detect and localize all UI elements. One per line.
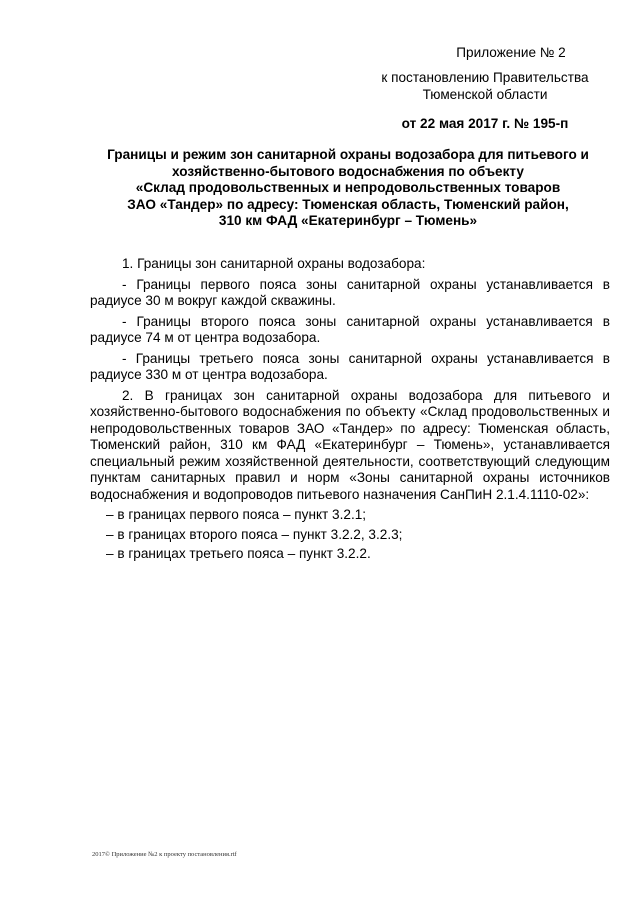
title-line-3: «Склад продовольственных и непродовольственных товаров <box>135 180 561 195</box>
appendix-date: от 22 мая 2017 г. № 195-п <box>401 116 569 131</box>
zone-3-paragraph: - Границы третьего пояса зоны санитарной охраны устанавливается в радиусе 330 м от центра водозабора. <box>90 350 610 382</box>
page-footer: 2017© Приложение №2 к проекту постановления.rtf <box>92 851 237 858</box>
appendix-reference-line-2: Тюменской области <box>422 87 548 102</box>
section-1-heading: 1. Границы зон санитарной охраны водозабора: <box>122 256 426 271</box>
document-title <box>88 147 608 230</box>
list-item-first-zone: – в границах первого пояса – пункт 3.2.1; <box>106 507 367 522</box>
title-line-5: 310 км ФАД «Екатеринбург – Тюмень» <box>218 213 478 228</box>
list-item-second-zone: – в границах второго пояса – пункт 3.2.2, 3.2.3; <box>106 526 403 542</box>
appendix-number: Приложение № 2 <box>456 45 566 60</box>
document-body <box>90 256 610 566</box>
appendix-reference-line-1: к постановлению Правительства <box>381 70 589 85</box>
title-line-2: хозяйственно-бытового водоснабжения по объекту <box>172 163 524 179</box>
section-2-paragraph: 2. В границах зон санитарной охраны водозабора для питьевого и хозяйственно-бытового водоснабжения по объекту «Склад продовольственных и непродовольственных товаров ЗАО «Тандер» по адресу: Тюменская область, Тюменский район, 310 км ФАД «Екатеринбург – Тюмень», устанавливается специальный режим хозяйственной деятельности, соответствующий следующим пунктам санитарных правил и норм «Зоны санитарной охраны источников водоснабжения и водопроводов питьевого назначения СанПиН 2.1.4.1110-02»: <box>90 387 610 502</box>
title-line-1: Границы и режим зон санитарной охраны водозабора для питьевого и <box>107 147 589 162</box>
zone-1-paragraph: - Границы первого пояса зоны санитарной охраны устанавливается в радиусе 30 м вокруг каждой скважины. <box>90 276 610 308</box>
zone-2-paragraph: - Границы второго пояса зоны санитарной охраны устанавливается в радиусе 74 м от центра водозабора. <box>90 313 610 345</box>
appendix-header <box>370 44 600 132</box>
list-item-third-zone: – в границах третьего пояса – пункт 3.2.2. <box>106 546 371 561</box>
title-line-4: ЗАО «Тандер» по адресу: Тюменская область, Тюменский район, <box>127 196 569 212</box>
